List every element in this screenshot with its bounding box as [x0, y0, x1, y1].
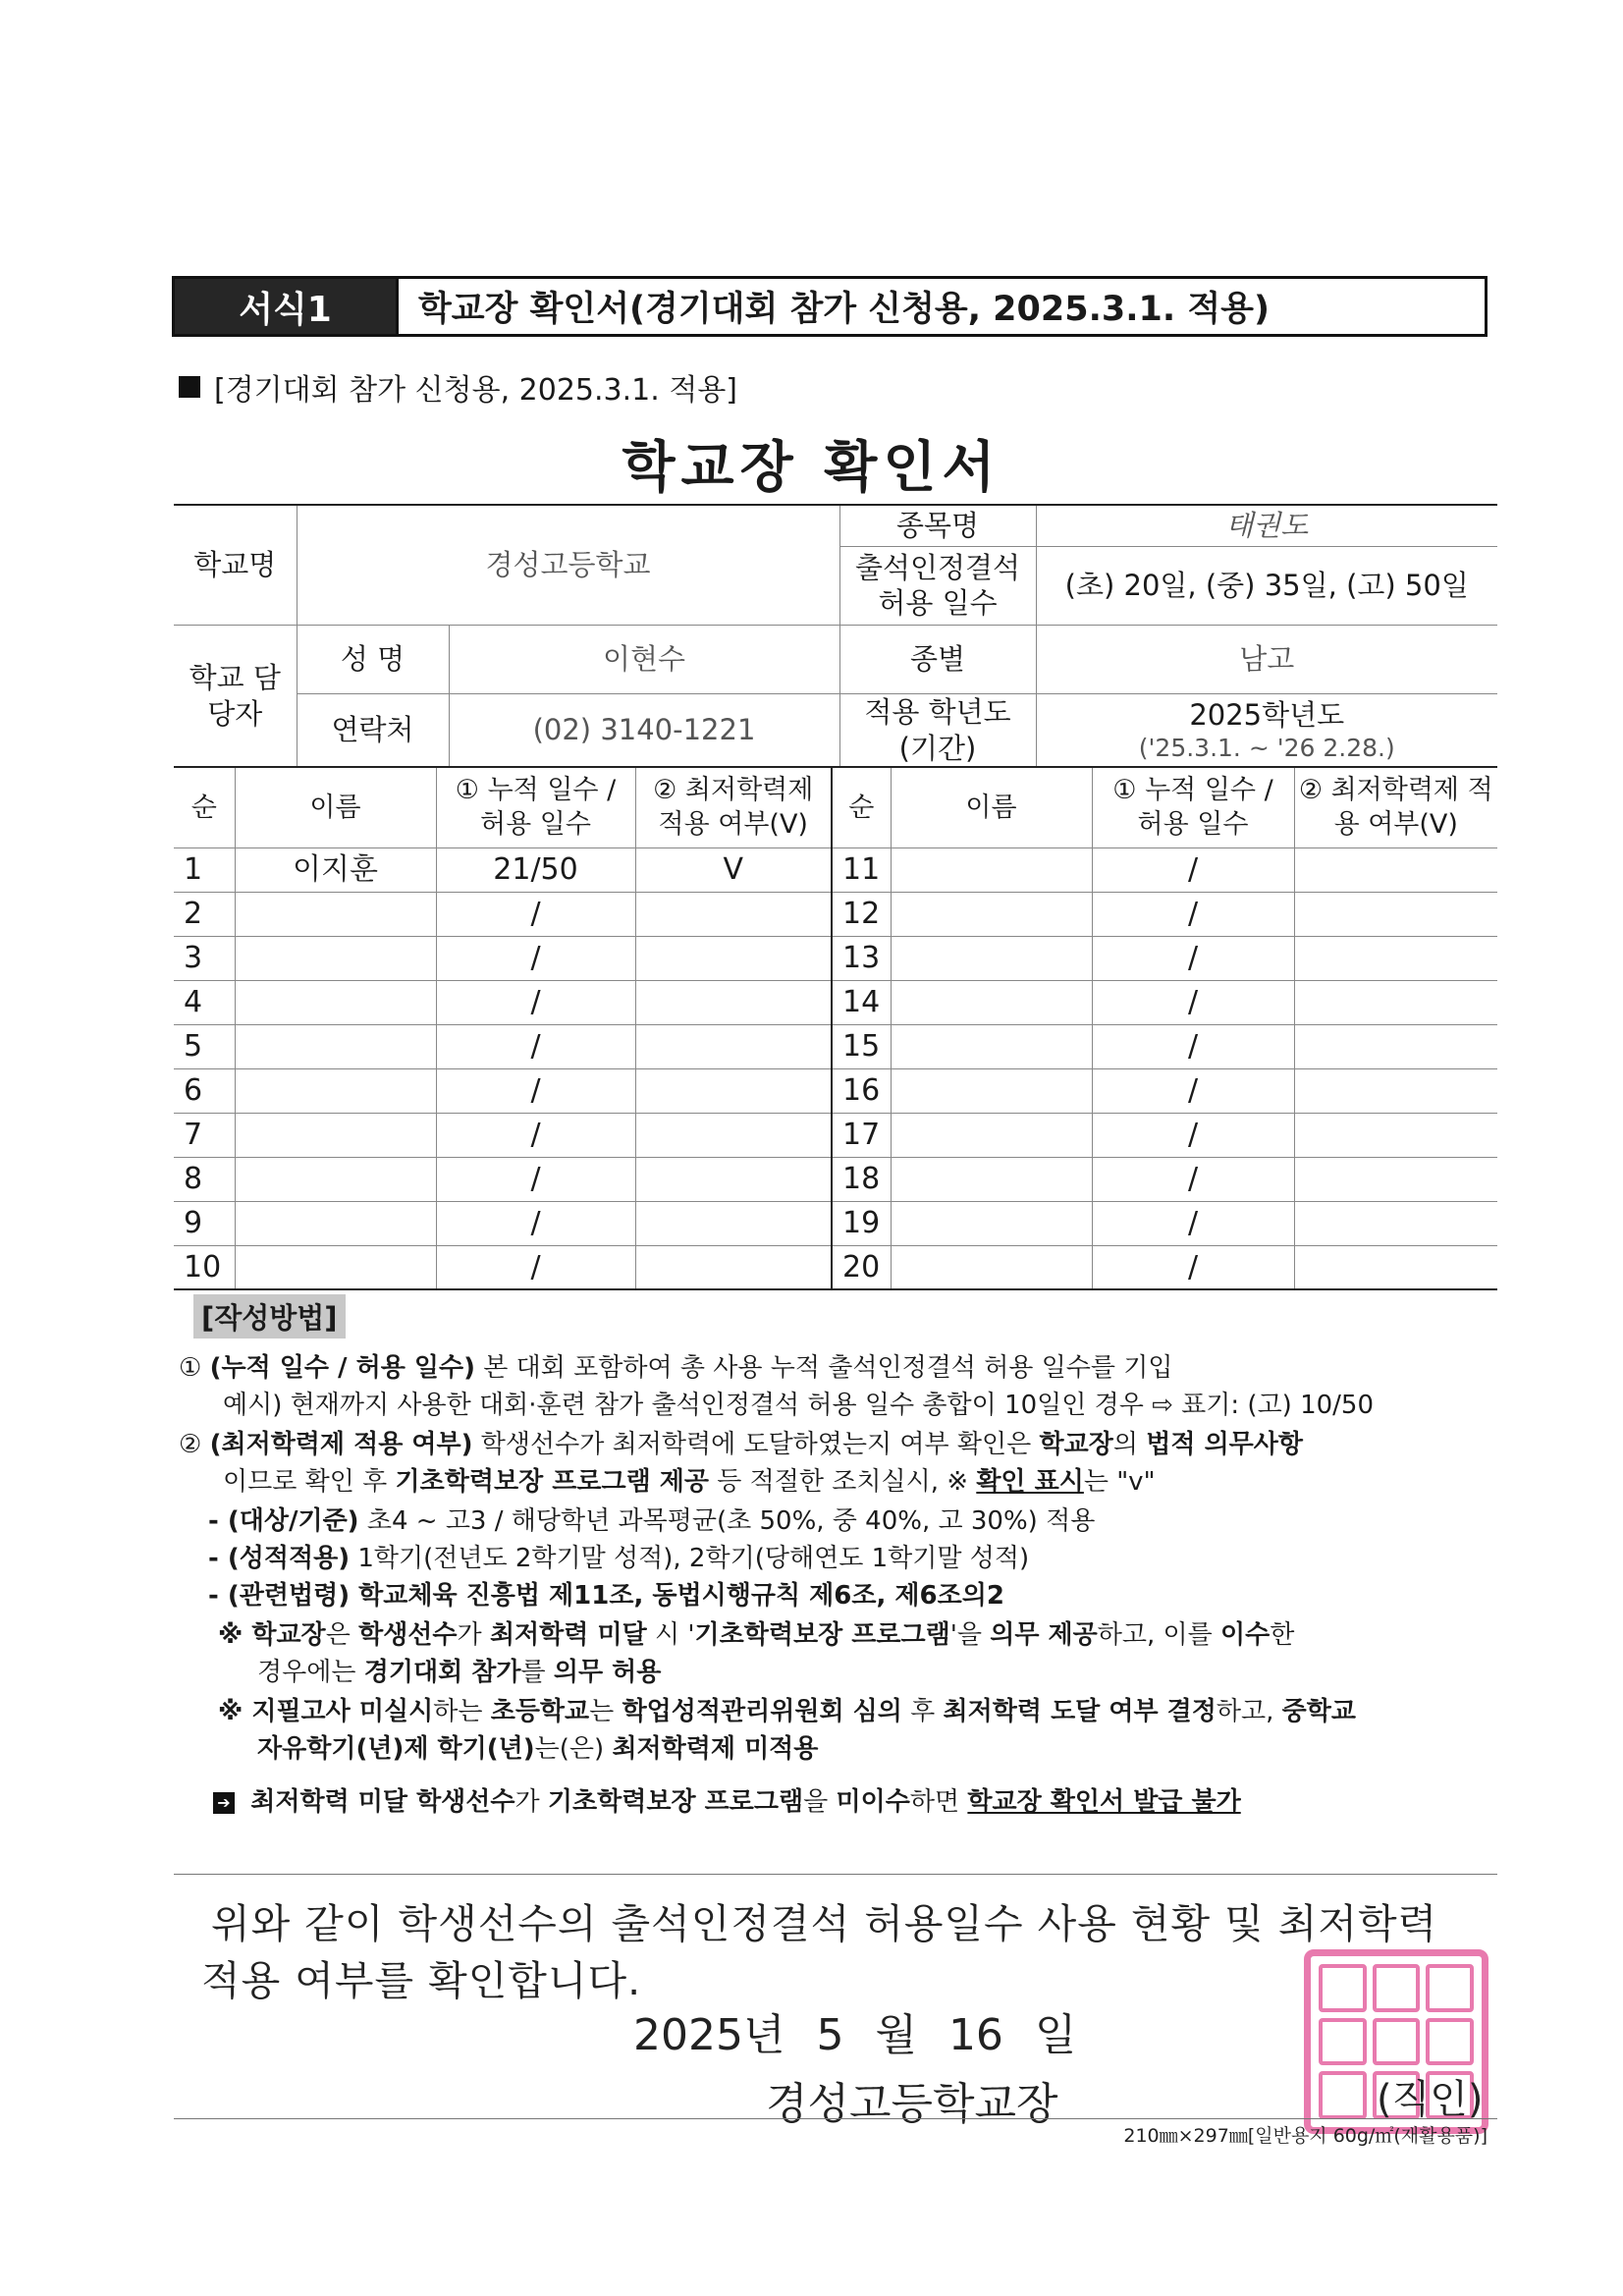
col-days-2: ① 누적 일수 / 허용 일수 — [1092, 767, 1294, 847]
school-label: 학교명 — [174, 505, 297, 625]
seal-label: (직인) — [1377, 2077, 1484, 2122]
allow-value: (초) 20일, (중) 35일, (고) 50일 — [1036, 546, 1497, 625]
note-2-cont: 자유학기(년)제 학기(년)는(은) 최저학력제 미적용 — [257, 1734, 819, 1764]
detail-target: - (대상/기준) 초4 ~ 고3 / 해당학년 과목평균(초 50%, 중 40%, 고 30%) 적용 — [208, 1506, 1096, 1536]
school-value: 경성고등학교 — [297, 505, 839, 625]
row-name — [235, 1024, 436, 1068]
confirmation-date: 2025년 5 월 16 일 — [633, 2010, 1077, 2060]
arrow-right-icon: ➔ — [213, 1792, 235, 1814]
row-min — [635, 980, 832, 1024]
student-list-table — [174, 766, 1497, 1290]
row-name — [235, 1068, 436, 1113]
row-min: V — [635, 847, 832, 892]
row-days: / — [436, 1068, 635, 1113]
row-name: 이지훈 — [235, 847, 436, 892]
note-2: ※ 지필고사 미실시하는 초등학교는 학업성적관리위원회 심의 후 최저학력 도달 여부 결정하고, 중학교 — [218, 1697, 1356, 1726]
allow-label: 출석인정결석 허용 일수 — [839, 546, 1036, 625]
row-no-2: 19 — [832, 1201, 891, 1245]
row-days: / — [436, 1024, 635, 1068]
row-min-2 — [1294, 1068, 1497, 1113]
note-1-cont: 경우에는 경기대회 참가를 의무 허용 — [257, 1658, 662, 1687]
row-no-2: 18 — [832, 1157, 891, 1201]
row-min — [635, 1113, 832, 1157]
gender-value: 남고 — [1036, 625, 1497, 693]
row-min-2 — [1294, 1201, 1497, 1245]
year-value: 2025학년도 — [1189, 697, 1345, 732]
row-days-2: / — [1092, 1024, 1294, 1068]
note-1: ※ 학교장은 학생선수가 최저학력 미달 시 '기초학력보장 프로그램'을 의무 제공하고, 이를 이수한 — [218, 1620, 1295, 1650]
event-value: 태권도 — [1036, 505, 1497, 546]
row-days-2: / — [1092, 980, 1294, 1024]
row-days-2: / — [1092, 892, 1294, 936]
row-no-2: 12 — [832, 892, 891, 936]
row-name-2 — [891, 1157, 1092, 1201]
row-name-2 — [891, 1245, 1092, 1289]
row-name — [235, 980, 436, 1024]
form-header — [172, 276, 1488, 337]
col-min-2: ② 최저학력제 적용 여부(V) — [1294, 767, 1497, 847]
table-row — [174, 1068, 1497, 1113]
detail-law: - (관련법령) 학교체육 진흥법 제11조, 동법시행규칙 제6조, 제6조의2 — [208, 1581, 1004, 1611]
col-no-2: 순 — [832, 767, 891, 847]
gender-label: 종별 — [839, 625, 1036, 693]
row-no: 5 — [174, 1024, 235, 1068]
row-days: / — [436, 1245, 635, 1289]
principal-name: 경성고등학교장 — [766, 2079, 1058, 2129]
row-no: 9 — [174, 1201, 235, 1245]
row-name — [235, 892, 436, 936]
table-row — [174, 892, 1497, 936]
contact-value: (02) 3140-1221 — [449, 693, 839, 767]
row-name-2 — [891, 1068, 1092, 1113]
row-name — [235, 1113, 436, 1157]
row-min — [635, 936, 832, 980]
row-min — [635, 892, 832, 936]
table-row — [174, 1024, 1497, 1068]
sub-heading-text: [경기대회 참가 신청용, 2025.3.1. 적용] — [214, 373, 737, 408]
form-tag: 서식1 — [175, 279, 399, 334]
row-no-2: 20 — [832, 1245, 891, 1289]
row-no: 6 — [174, 1068, 235, 1113]
row-days-2: / — [1092, 1068, 1294, 1113]
row-days: / — [436, 892, 635, 936]
year-cell — [1036, 693, 1497, 767]
row-days-2: / — [1092, 1245, 1294, 1289]
instruction-2: ② (최저학력제 적용 여부) 학생선수가 최저학력에 도달하였는지 여부 확인은 학교장의 법적 의무사항 — [179, 1430, 1304, 1459]
confirmation-line-2: 적용 여부를 확인합니다. — [201, 1957, 642, 2004]
row-name-2 — [891, 1024, 1092, 1068]
col-name: 이름 — [235, 767, 436, 847]
instruction-2-cont: 이므로 확인 후 기초학력보장 프로그램 제공 등 적절한 조치실시, ※ 확인 표시는 "v" — [223, 1467, 1156, 1497]
row-min-2 — [1294, 1157, 1497, 1201]
instructions-title: [작성방법] — [193, 1294, 346, 1339]
year-period: ('25.3.1. ~ '26 2.28.) — [1138, 734, 1395, 762]
row-no-2: 15 — [832, 1024, 891, 1068]
row-no-2: 16 — [832, 1068, 891, 1113]
row-days-2: / — [1092, 1157, 1294, 1201]
row-no: 1 — [174, 847, 235, 892]
detail-grades: - (성적적용) 1학기(전년도 2학기말 성적), 2학기(당해연도 1학기말 성적) — [208, 1544, 1030, 1573]
manager-label: 학교 담당자 — [174, 625, 297, 767]
row-days: / — [436, 1113, 635, 1157]
row-name-2 — [891, 847, 1092, 892]
col-no: 순 — [174, 767, 235, 847]
table-row — [174, 936, 1497, 980]
row-min — [635, 1201, 832, 1245]
row-name-2 — [891, 1201, 1092, 1245]
row-min-2 — [1294, 847, 1497, 892]
contact-label: 연락처 — [297, 693, 449, 767]
row-name-2 — [891, 936, 1092, 980]
document-title: 학교장 확인서 — [622, 436, 1001, 500]
year-label: 적용 학년도 (기간) — [839, 693, 1036, 767]
list-body — [174, 847, 1497, 1289]
row-min — [635, 1068, 832, 1113]
row-no-2: 14 — [832, 980, 891, 1024]
row-min — [635, 1157, 832, 1201]
instructions — [174, 1294, 1509, 1817]
row-days: / — [436, 936, 635, 980]
table-row — [174, 1113, 1497, 1157]
divider-bottom — [174, 2118, 1497, 2119]
row-days: / — [436, 1201, 635, 1245]
table-row — [174, 847, 1497, 892]
row-days-2: / — [1092, 1113, 1294, 1157]
row-name-2 — [891, 892, 1092, 936]
instruction-1: ① (누적 일수 / 허용 일수) 본 대회 포함하여 총 사용 누적 출석인정결석 허용 일수를 기입 — [179, 1353, 1173, 1383]
info-table — [174, 504, 1497, 768]
form-title: 학교장 확인서(경기대회 참가 신청용, 2025.3.1. 적용) — [418, 290, 1270, 329]
final-note: ➔ 최저학력 미달 학생선수가 기초학력보장 프로그램을 미이수하면 학교장 확인서 발급 불가 — [213, 1781, 1241, 1818]
row-no-2: 13 — [832, 936, 891, 980]
col-days: ① 누적 일수 / 허용 일수 — [436, 767, 635, 847]
event-label: 종목명 — [839, 505, 1036, 546]
table-row — [174, 1245, 1497, 1289]
name-label: 성 명 — [297, 625, 449, 693]
divider-top — [174, 1874, 1497, 1875]
row-min-2 — [1294, 1113, 1497, 1157]
row-no-2: 17 — [832, 1113, 891, 1157]
row-days-2: / — [1092, 847, 1294, 892]
table-row — [174, 1157, 1497, 1201]
row-min-2 — [1294, 936, 1497, 980]
square-bullet-icon — [179, 376, 200, 398]
sub-heading — [179, 365, 737, 409]
name-value: 이현수 — [449, 625, 839, 693]
row-days-2: / — [1092, 1201, 1294, 1245]
row-days: 21/50 — [436, 847, 635, 892]
col-name-2: 이름 — [891, 767, 1092, 847]
confirmation-line-1: 위와 같이 학생선수의 출석인정결석 허용일수 사용 현황 및 최저학력 — [211, 1900, 1438, 1947]
row-days: / — [436, 1157, 635, 1201]
row-name — [235, 1201, 436, 1245]
row-no: 7 — [174, 1113, 235, 1157]
row-name — [235, 936, 436, 980]
col-min: ② 최저학력제 적용 여부(V) — [635, 767, 832, 847]
row-name — [235, 1157, 436, 1201]
paper-size-note: 210㎜×297㎜[일반용지 60g/㎡(재활용품)] — [1123, 2125, 1488, 2147]
row-min-2 — [1294, 1024, 1497, 1068]
row-name-2 — [891, 1113, 1092, 1157]
row-no: 3 — [174, 936, 235, 980]
row-days: / — [436, 980, 635, 1024]
row-min — [635, 1245, 832, 1289]
row-min-2 — [1294, 980, 1497, 1024]
instruction-1-example: 예시) 현재까지 사용한 대회·훈련 참가 출석인정결석 허용 일수 총합이 10일인 경우 ⇨ 표기: (고) 10/50 — [223, 1391, 1375, 1420]
row-no-2: 11 — [832, 847, 891, 892]
row-min — [635, 1024, 832, 1068]
row-no: 10 — [174, 1245, 235, 1289]
row-days-2: / — [1092, 936, 1294, 980]
confirmation-statement — [201, 1895, 1438, 2009]
row-min-2 — [1294, 1245, 1497, 1289]
row-name — [235, 1245, 436, 1289]
table-row — [174, 980, 1497, 1024]
table-row — [174, 1201, 1497, 1245]
row-no: 2 — [174, 892, 235, 936]
row-name-2 — [891, 980, 1092, 1024]
row-no: 8 — [174, 1157, 235, 1201]
row-min-2 — [1294, 892, 1497, 936]
row-no: 4 — [174, 980, 235, 1024]
